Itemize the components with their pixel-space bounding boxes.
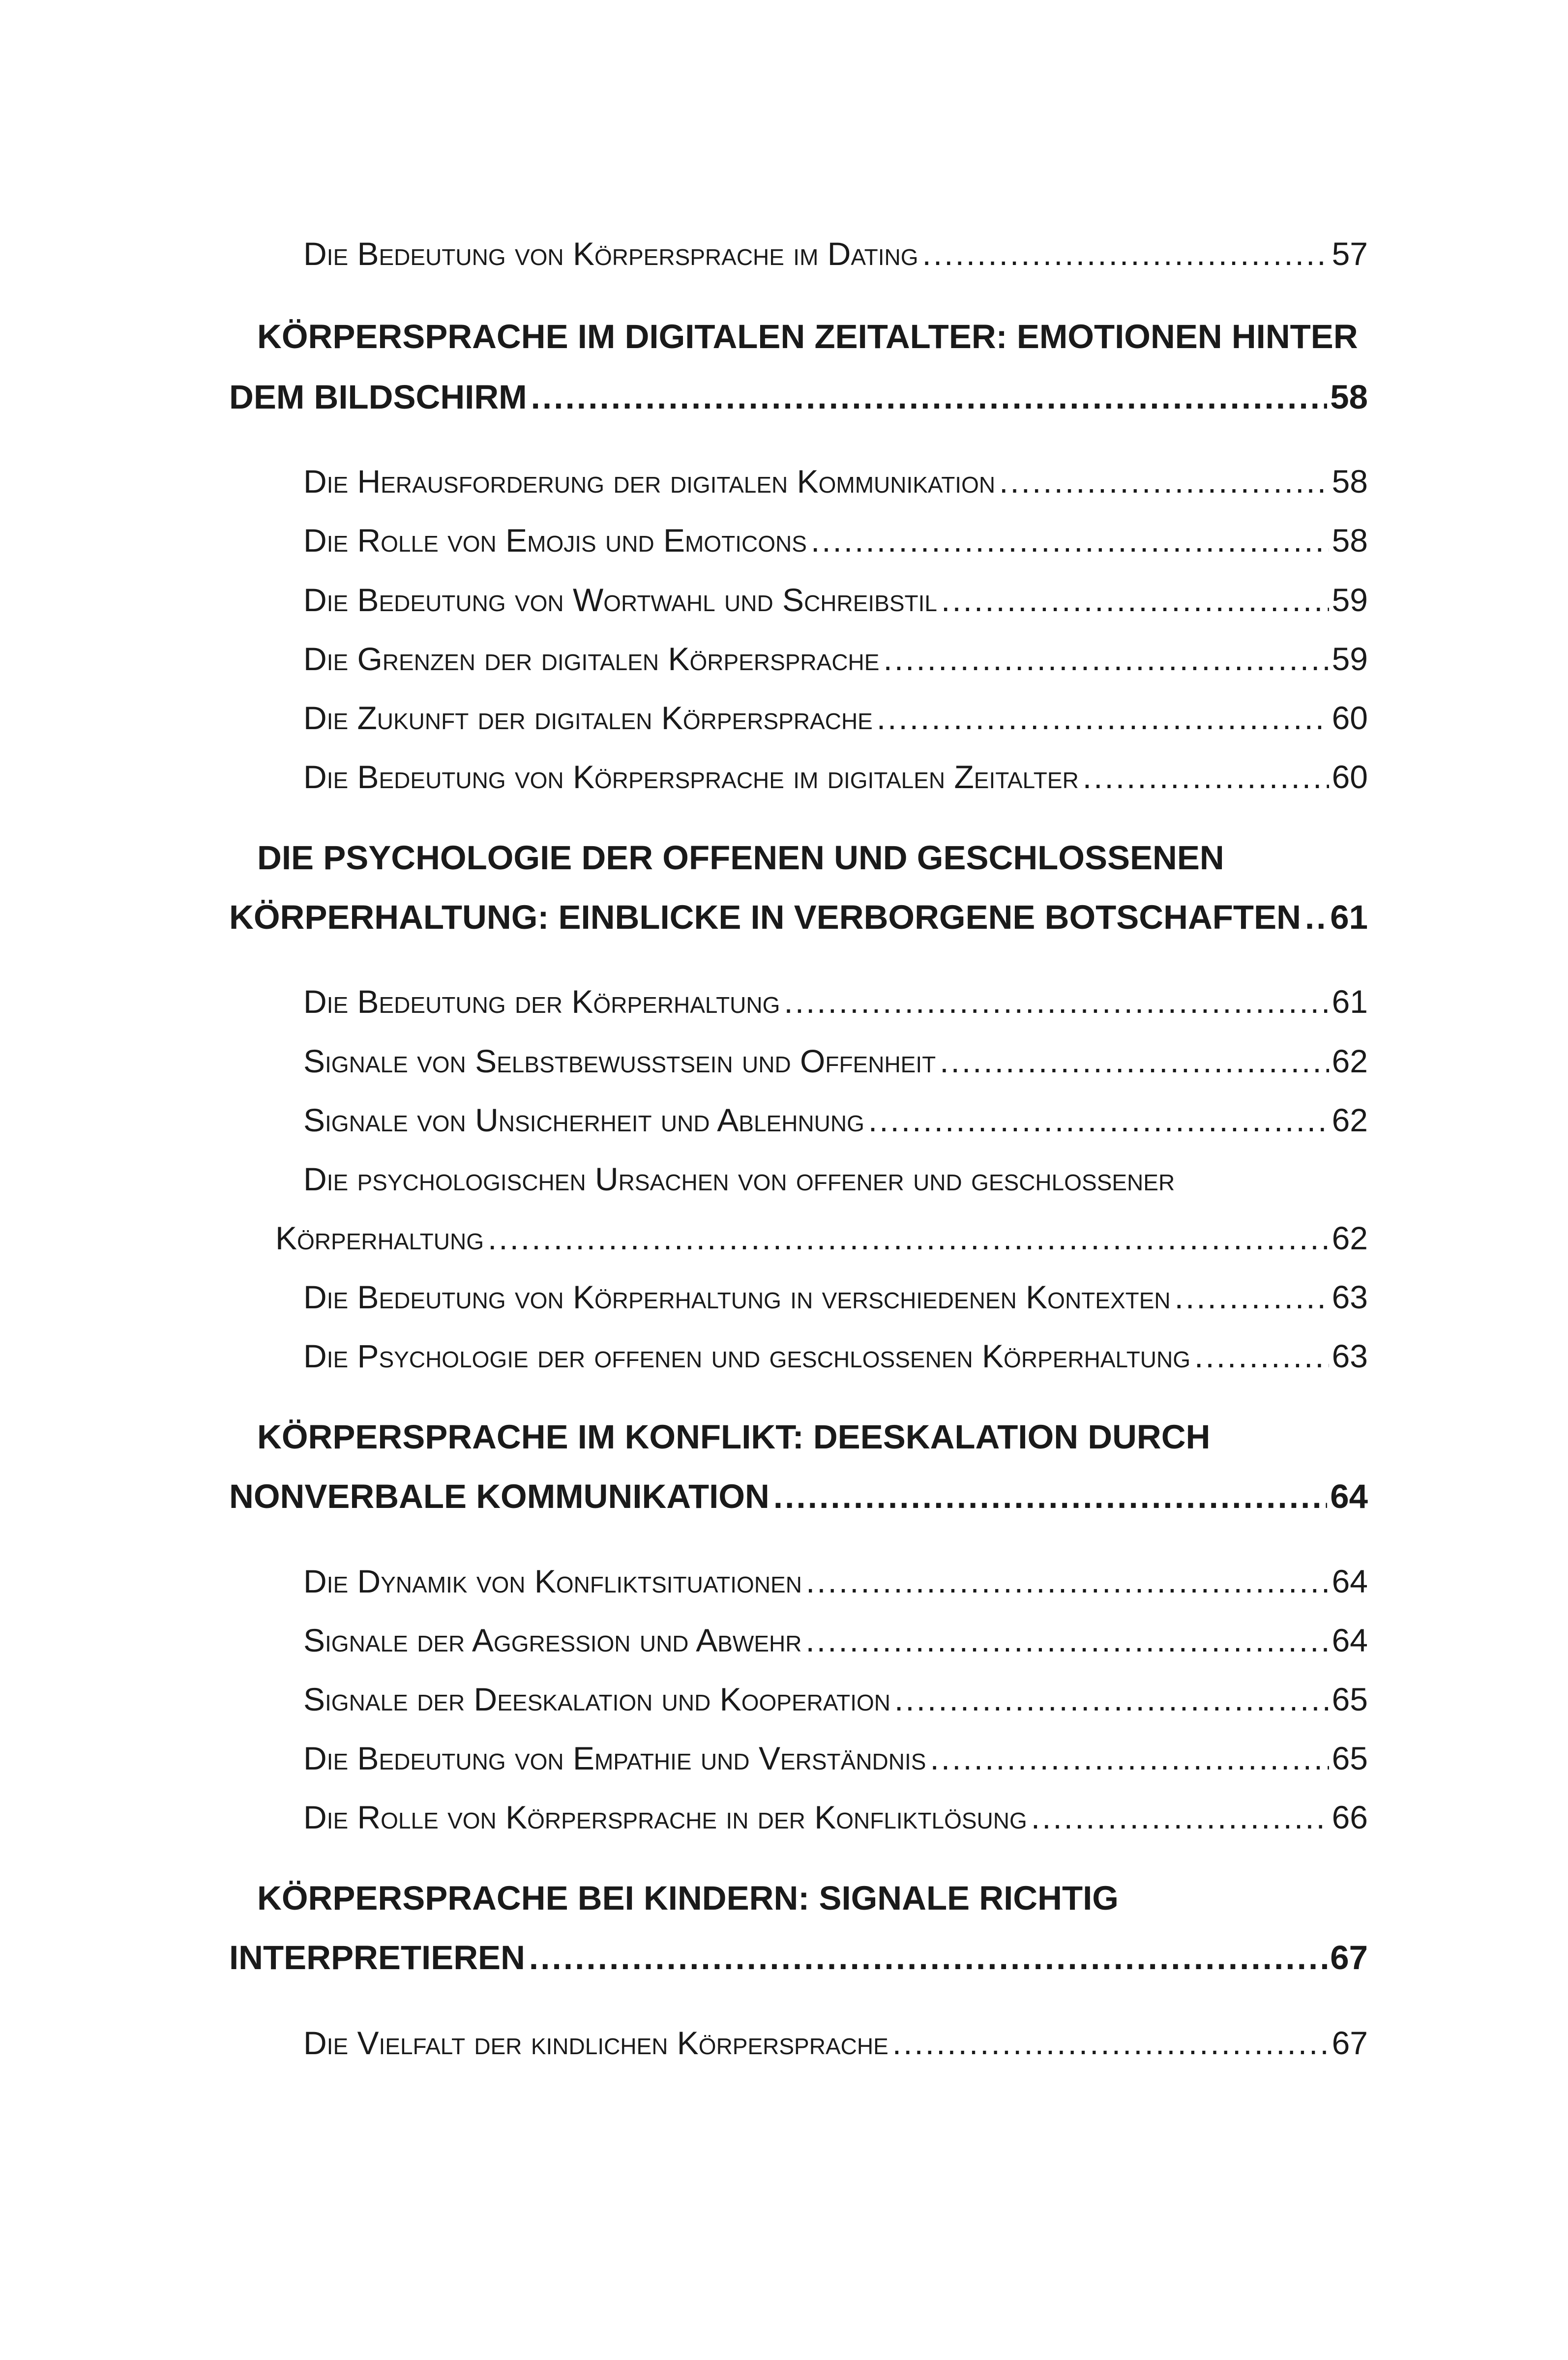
toc-entry-title: Die Bedeutung von Körperhaltung in verschiedenen Kontexten bbox=[303, 1279, 1171, 1315]
dot-leader bbox=[801, 1618, 1329, 1662]
dot-leader bbox=[807, 518, 1329, 562]
toc-page-number: 59 bbox=[1331, 641, 1368, 677]
dot-leader bbox=[888, 2021, 1329, 2065]
toc-entry-title-line[interactable]: Die psychologischen Ursachen von offener und geschlossener bbox=[303, 1161, 1175, 1197]
dot-leader bbox=[802, 1559, 1329, 1603]
toc-page-number: 60 bbox=[1331, 759, 1368, 795]
toc-chapter[interactable] bbox=[229, 1934, 1368, 1981]
dot-leader bbox=[1027, 1795, 1329, 1839]
toc-entry-title: Die Zukunft der digitalen Körpersprache bbox=[303, 700, 873, 736]
toc-entry[interactable] bbox=[303, 459, 1368, 503]
toc-chapter-title-line: NONVERBALE KOMMUNIKATION bbox=[229, 1477, 769, 1515]
toc-chapter-title-line: KÖRPERHALTUNG: EINBLICKE IN VERBORGENE BOTSCHAFTEN bbox=[229, 898, 1301, 936]
toc-page-number: 66 bbox=[1331, 1799, 1368, 1835]
dot-leader bbox=[769, 1473, 1327, 1520]
toc-entry[interactable] bbox=[303, 637, 1368, 681]
toc-entry[interactable] bbox=[303, 1559, 1368, 1603]
toc-entry-title: Signale der Aggression und Abwehr bbox=[303, 1622, 802, 1658]
dot-leader bbox=[873, 696, 1329, 740]
dot-leader bbox=[527, 374, 1328, 420]
toc-page-number: 63 bbox=[1331, 1279, 1368, 1315]
dot-leader bbox=[890, 1677, 1329, 1721]
dot-leader bbox=[918, 232, 1329, 276]
toc-entry[interactable] bbox=[303, 1039, 1368, 1083]
toc-page-number: 62 bbox=[1331, 1043, 1368, 1079]
dot-leader bbox=[879, 637, 1329, 681]
toc-page-number: 64 bbox=[1331, 1563, 1368, 1599]
dot-leader bbox=[780, 979, 1329, 1024]
toc-chapter-title-line[interactable]: KÖRPERSPRACHE IM KONFLIKT: DEESKALATION DURCH bbox=[257, 1418, 1211, 1456]
toc-entry[interactable] bbox=[303, 232, 1368, 276]
toc-page-number: 61 bbox=[1330, 898, 1368, 936]
toc-page-number: 58 bbox=[1331, 463, 1368, 500]
toc-page-number: 59 bbox=[1331, 582, 1368, 618]
toc-chapter-title-line[interactable]: DIE PSYCHOLOGIE DER OFFENEN UND GESCHLOSSENEN bbox=[257, 839, 1224, 877]
toc-chapter[interactable] bbox=[229, 894, 1368, 941]
dot-leader bbox=[484, 1216, 1329, 1260]
toc-entry-title: Die Bedeutung von Körpersprache im Dating bbox=[303, 236, 918, 272]
toc-page-number: 62 bbox=[1331, 1220, 1368, 1256]
toc-entry[interactable] bbox=[303, 1618, 1368, 1662]
toc-entry[interactable] bbox=[303, 1334, 1368, 1378]
toc-entry-title: Die Dynamik von Konfliktsituationen bbox=[303, 1563, 802, 1599]
dot-leader bbox=[936, 1039, 1329, 1083]
toc-page-number: 67 bbox=[1331, 2025, 1368, 2061]
toc-page-number: 58 bbox=[1331, 522, 1368, 559]
dot-leader bbox=[995, 459, 1329, 503]
dot-leader bbox=[937, 578, 1329, 622]
toc-page-number: 58 bbox=[1330, 378, 1368, 416]
dot-leader bbox=[1171, 1275, 1329, 1319]
toc-entry-title: Die Rolle von Emojis und Emoticons bbox=[303, 522, 807, 559]
toc-page-number: 64 bbox=[1331, 1622, 1368, 1658]
toc-entry-title: Die Psychologie der offenen und geschlossenen Körperhaltung bbox=[303, 1338, 1191, 1374]
toc-entry-title: Signale der Deeskalation und Kooperation bbox=[303, 1681, 890, 1717]
toc-entry-title-line: Körperhaltung bbox=[275, 1220, 484, 1256]
toc-entry[interactable] bbox=[275, 1216, 1368, 1260]
toc-page-number: 61 bbox=[1331, 983, 1368, 1020]
toc-chapter-title-line[interactable]: KÖRPERSPRACHE BEI KINDERN: SIGNALE RICHTIG bbox=[257, 1879, 1119, 1917]
toc-entry[interactable] bbox=[303, 755, 1368, 799]
toc-page-number: 60 bbox=[1331, 700, 1368, 736]
toc-entry-title: Die Bedeutung von Wortwahl und Schreibstil bbox=[303, 582, 938, 618]
toc-chapter-title-line: INTERPRETIEREN bbox=[229, 1939, 525, 1976]
toc-entry[interactable] bbox=[303, 578, 1368, 622]
dot-leader bbox=[926, 1736, 1329, 1780]
toc-entry-title: Signale von Unsicherheit und Ablehnung bbox=[303, 1102, 864, 1138]
toc-entry-title: Die Bedeutung von Empathie und Verständnis bbox=[303, 1740, 926, 1776]
toc-page-number: 63 bbox=[1331, 1338, 1368, 1374]
toc-entry-title: Die Bedeutung von Körpersprache im digitalen Zeitalter bbox=[303, 759, 1079, 795]
dot-leader bbox=[525, 1934, 1327, 1981]
dot-leader bbox=[1190, 1334, 1329, 1378]
toc-entry[interactable] bbox=[303, 2021, 1368, 2065]
toc-entry[interactable] bbox=[303, 1736, 1368, 1780]
toc-entry[interactable] bbox=[303, 1275, 1368, 1319]
toc-entry[interactable] bbox=[303, 979, 1368, 1024]
toc-page-number: 65 bbox=[1331, 1681, 1368, 1717]
toc-chapter[interactable] bbox=[229, 374, 1368, 420]
toc-page-number: 62 bbox=[1331, 1102, 1368, 1138]
toc-entry[interactable] bbox=[303, 1795, 1368, 1839]
toc-entry[interactable] bbox=[303, 518, 1368, 562]
toc-entry-title: Die Vielfalt der kindlichen Körpersprache bbox=[303, 2025, 888, 2061]
toc-page-number: 57 bbox=[1331, 236, 1368, 272]
dot-leader bbox=[1079, 755, 1329, 799]
toc-entry[interactable] bbox=[303, 1098, 1368, 1142]
toc-entry[interactable] bbox=[303, 1677, 1368, 1721]
toc-entry-title: Die Grenzen der digitalen Körpersprache bbox=[303, 641, 880, 677]
toc-entry-title: Die Bedeutung der Körperhaltung bbox=[303, 983, 780, 1020]
dot-leader bbox=[864, 1098, 1329, 1142]
toc-chapter[interactable] bbox=[229, 1473, 1368, 1520]
toc-chapter-title-line[interactable]: KÖRPERSPRACHE IM DIGITALEN ZEITALTER: EMOTIONEN HINTER bbox=[257, 318, 1358, 355]
toc-entry-title: Signale von Selbstbewusstsein und Offenheit bbox=[303, 1043, 936, 1079]
toc-chapter-title-line: DEM BILDSCHIRM bbox=[229, 378, 527, 416]
toc-page-number: 65 bbox=[1331, 1740, 1368, 1776]
dot-leader bbox=[1301, 894, 1327, 941]
toc-entry-title: Die Rolle von Körpersprache in der Konfliktlösung bbox=[303, 1799, 1027, 1835]
toc-page-number: 64 bbox=[1330, 1477, 1368, 1515]
toc-entry[interactable] bbox=[303, 696, 1368, 740]
toc-page-number: 67 bbox=[1330, 1939, 1368, 1976]
toc-entry-title: Die Herausforderung der digitalen Kommunikation bbox=[303, 463, 996, 500]
